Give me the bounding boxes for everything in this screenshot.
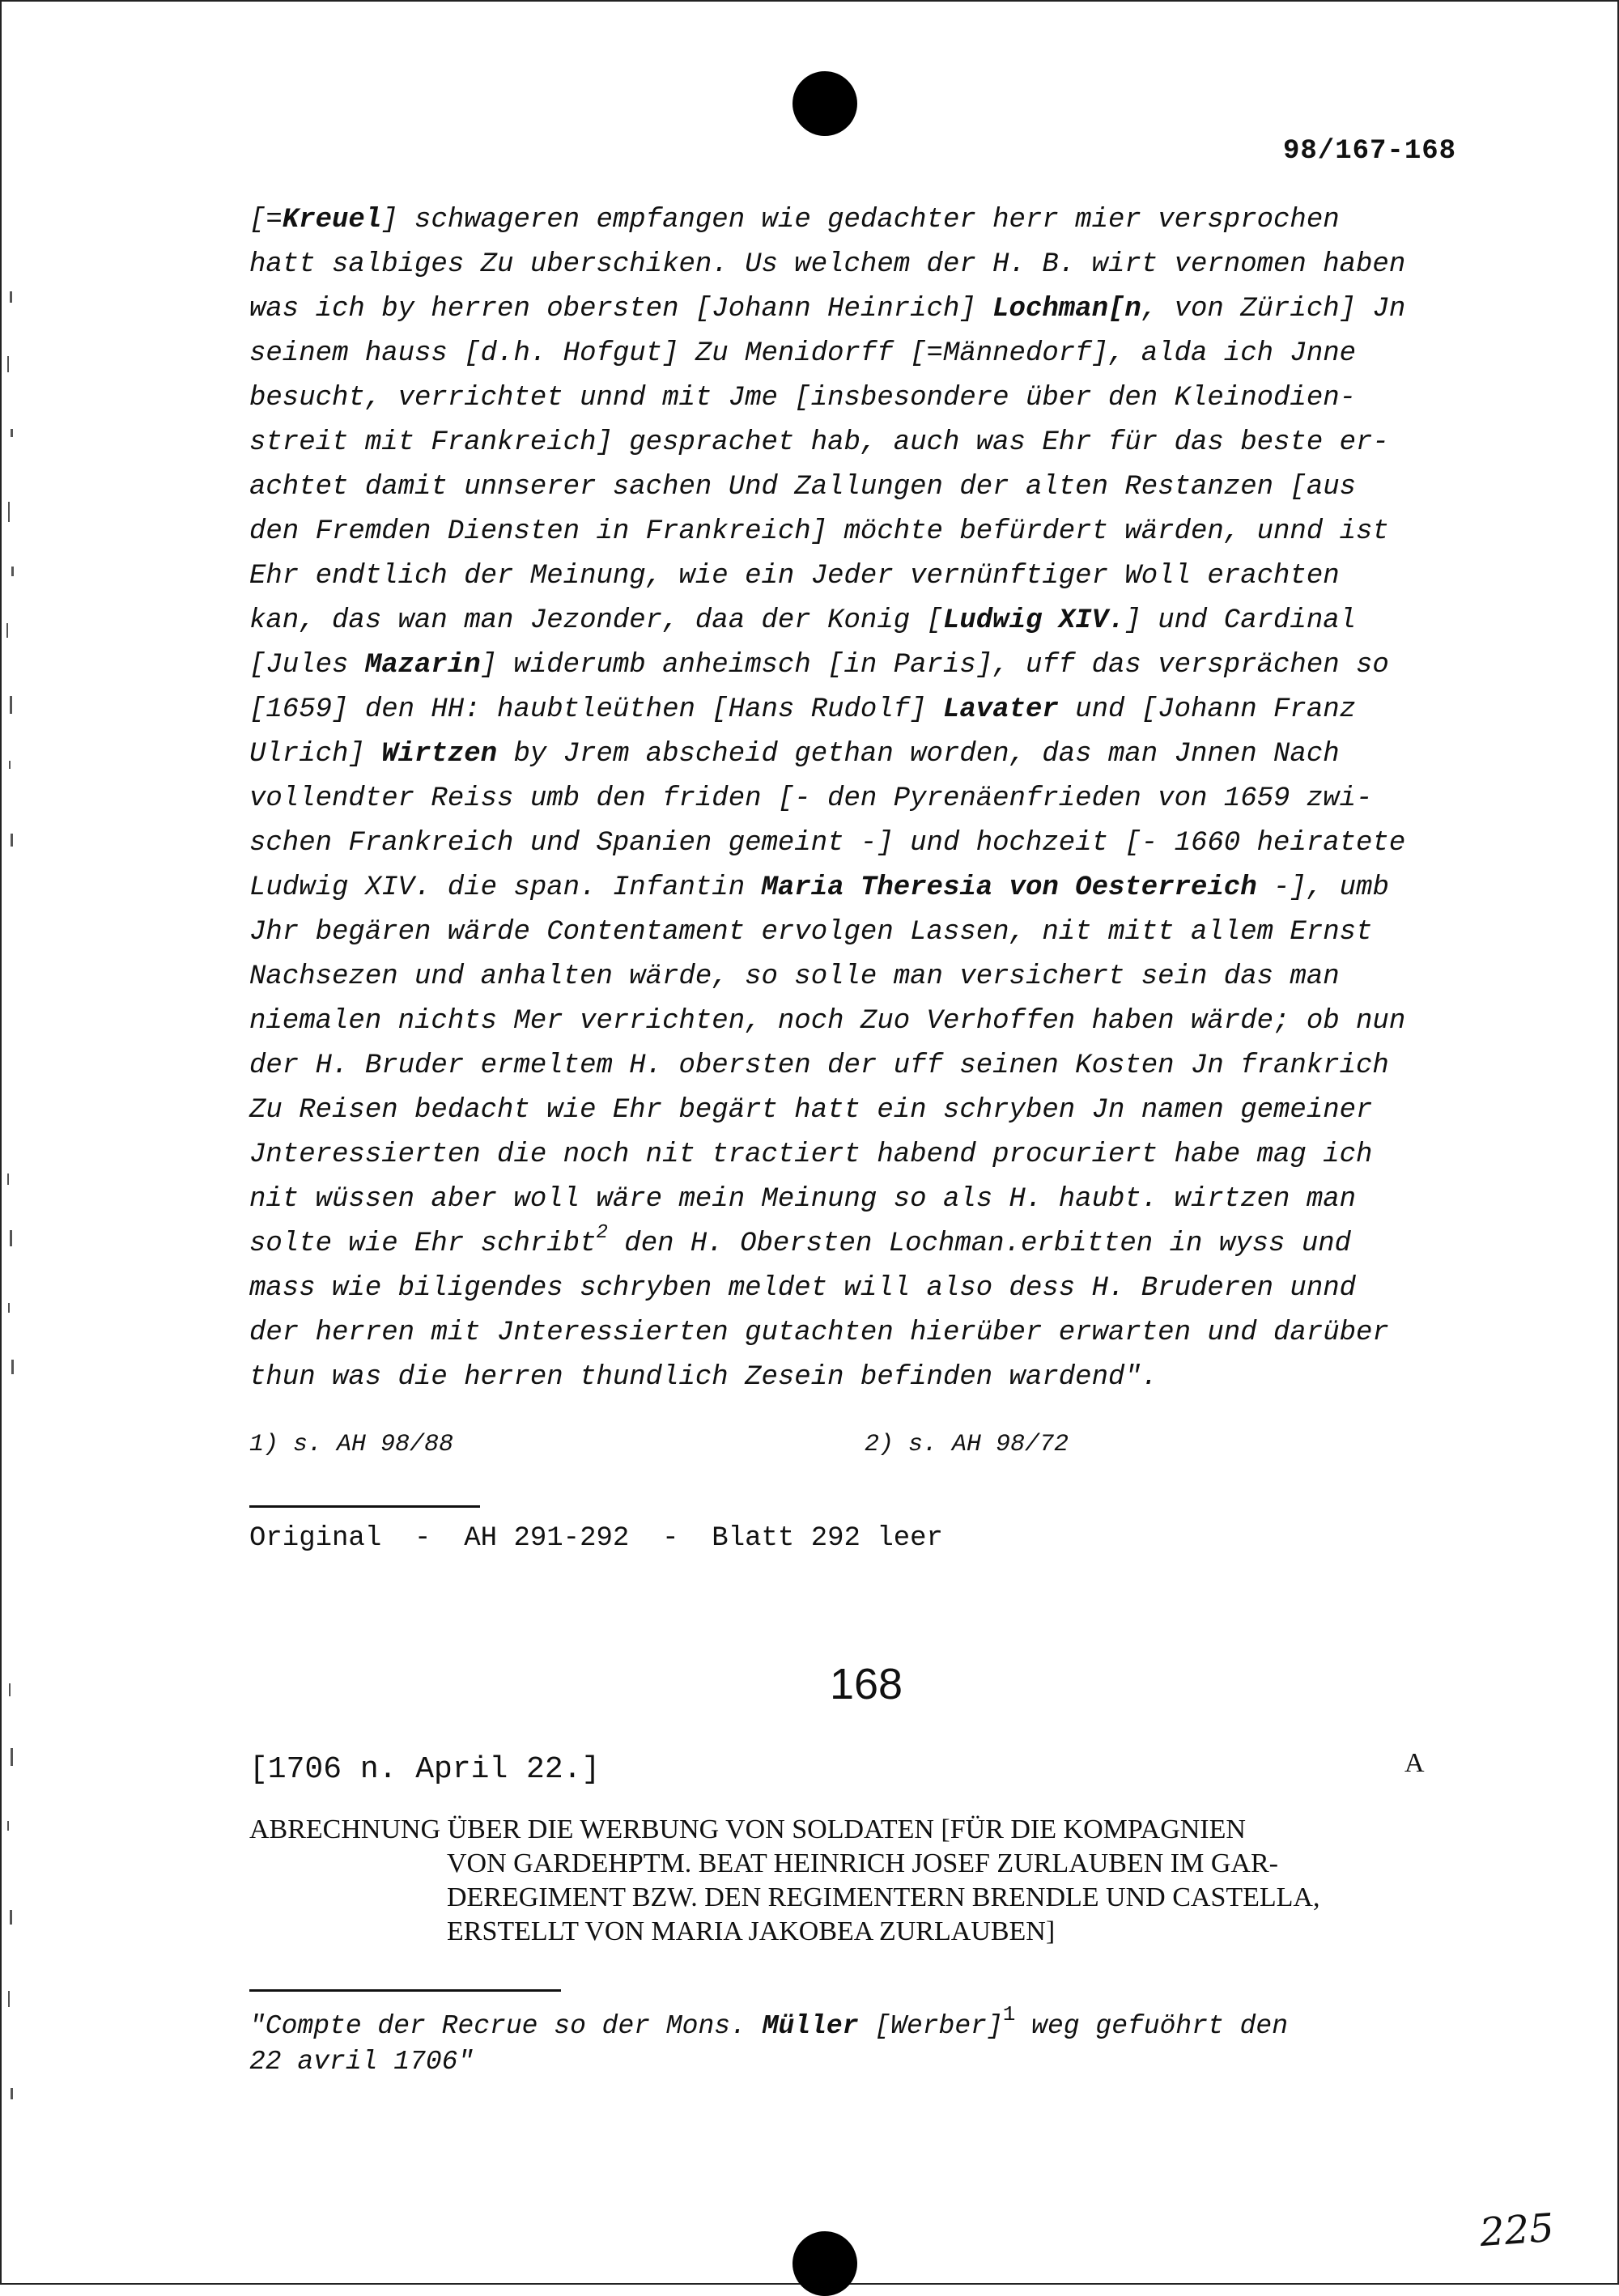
handwritten-page-number: 225: [1478, 2205, 1556, 2256]
text-line: Zu Reisen bedacht wie Ehr begärt hatt ein schryben Jn namen gemeiner: [249, 1095, 1373, 1126]
heading-line: VON GARDEHPTM. BEAT HEINRICH JOSEF ZURLAUBEN IM GAR-: [447, 1848, 1278, 1878]
text-line: streit mit Frankreich] gesprachet hab, auch was Ehr für das beste er-: [249, 427, 1389, 458]
heading-line: DEREGIMENT BZW. DEN REGIMENTERN BRENDLE UND CASTELLA,: [447, 1882, 1320, 1912]
text-line: solte wie Ehr schribt$^2$ den H. Obersten Lochman.erbitten in wyss und: [249, 1221, 1352, 1259]
text-line: Ulrich] Wirtzen by Jrem abscheid gethan worden, das man Jnnen Nach: [249, 739, 1340, 770]
text-line: besucht, verrichtet unnd mit Jme [insbesondere über den Kleinodien-: [249, 383, 1357, 414]
text-line: schen Frankreich und Spanien gemeint -] und hochzeit [- 1660 heiratete: [249, 828, 1406, 859]
quoted-title: [249, 2002, 1496, 2080]
footnote-2: 2) s. AH 98/72: [865, 1431, 1069, 1458]
text-line: 22 avril 1706": [249, 2047, 474, 2077]
text-line: hatt salbiges Zu uberschiken. Us welchem der H. B. wirt vernomen haben: [249, 249, 1406, 280]
footnotes: [249, 1431, 1383, 1463]
text-line: Ludwig XIV. die span. Infantin Maria Theresia von Oesterreich -], umb: [249, 872, 1389, 903]
text-line: seinem hauss [d.h. Hofgut] Zu Menidorff [=Männedorf], alda ich Jnne: [249, 338, 1357, 369]
heading-line: ERSTELLT VON MARIA JAKOBEA ZURLAUBEN]: [447, 1916, 1056, 1946]
text-line: der H. Bruder ermeltem H. obersten der uff seinen Kosten Jn frankrich: [249, 1050, 1389, 1081]
document-number: 168: [829, 1660, 903, 1708]
document-heading: [249, 1813, 1512, 1949]
text-line: Jnteressierten die noch nit tractiert habend procuriert habe mag ich: [249, 1140, 1373, 1170]
text-line: kan, das wan man Jezonder, daa der Konig [Ludwig XIV.] und Cardinal: [249, 605, 1357, 636]
punch-hole-bottom: [793, 2231, 857, 2296]
original-source-line: Original - AH 291-292 - Blatt 292 leer: [249, 1523, 943, 1554]
heading-line: ABRECHNUNG ÜBER DIE WERBUNG VON SOLDATEN [FÜR DIE KOMPAGNIEN: [249, 1814, 1246, 1844]
document-date: [1706 n. April 22.]: [249, 1752, 601, 1787]
text-line: Nachsezen und anhalten wärde, so solle man versichert sein das man: [249, 961, 1340, 992]
divider-rule: [249, 1989, 561, 1992]
letter-marker: A: [1404, 1748, 1425, 1778]
text-line: den Fremden Diensten in Frankreich] möchte befürdert wärden, unnd ist: [249, 516, 1389, 547]
scan-edge-specks: [0, 243, 18, 2185]
text-line: [Jules Mazarin] widerumb anheimsch [in Paris], uff das versprächen so: [249, 650, 1389, 681]
footnote-1: 1) s. AH 98/88: [249, 1431, 454, 1458]
text-line: [=Kreuel] schwageren empfangen wie gedachter herr mier versprochen: [249, 205, 1340, 236]
text-line: mass wie biligendes schryben meldet will also dess H. Bruderen unnd: [249, 1273, 1357, 1304]
text-line: der herren mit Jnteressierten gutachten hierüber erwarten und darüber: [249, 1318, 1389, 1348]
divider-rule: [249, 1505, 480, 1508]
text-line: Jhr begären wärde Contentament ervolgen Lassen, nit mitt allem Ernst: [249, 917, 1373, 948]
reference-number: 98/167-168: [1283, 136, 1457, 167]
text-line: [1659] den HH: haubtleüthen [Hans Rudolf] Lavater und [Johann Franz: [249, 694, 1357, 725]
transcription-body: [249, 198, 1496, 1400]
text-line: thun was die herren thundlich Zesein befinden wardend".: [249, 1362, 1158, 1393]
text-line: Ehr endtlich der Meinung, wie ein Jeder vernünftiger Woll erachten: [249, 561, 1340, 592]
text-line: "Compte der Recrue so der Mons. Müller [Werber]$^1$ weg gefuöhrt den: [249, 2002, 1289, 2041]
text-line: was ich by herren obersten [Johann Heinrich] Lochman[n, von Zürich] Jn: [249, 294, 1406, 325]
punch-hole-top: [793, 71, 857, 136]
text-line: nit wüssen aber woll wäre mein Meinung so als H. haubt. wirtzen man: [249, 1184, 1357, 1215]
text-line: niemalen nichts Mer verrichten, noch Zuo Verhoffen haben wärde; ob nun: [249, 1006, 1406, 1037]
text-line: achtet damit unnserer sachen Und Zallungen der alten Restanzen [aus: [249, 472, 1357, 503]
text-line: vollendter Reiss umb den friden [- den Pyrenäenfrieden von 1659 zwi-: [249, 783, 1373, 814]
